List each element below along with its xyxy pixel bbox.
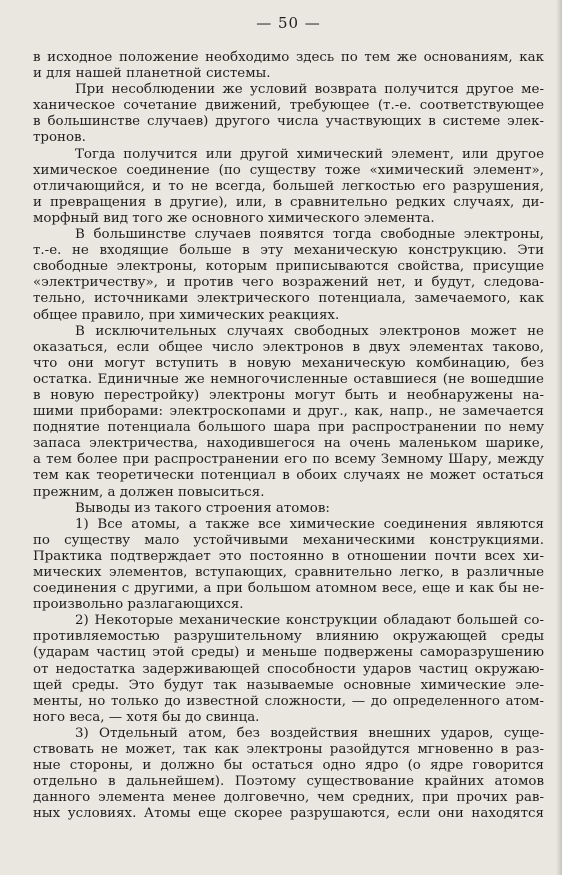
text-line: шими приборами: электроскопами и друг., как, напр., не замечается — [33, 404, 544, 420]
text-line: В исключительных случаях свободных электронов может не — [75, 323, 544, 339]
text-line: (ударам частиц этой среды) и меньше подвержены саморазрушению — [33, 645, 544, 661]
text-line: ханическое сочетание движений, требующее (т.-е. соответствующее — [33, 98, 544, 114]
text-line: щей среды. Это будут так называемые основные химические эле- — [33, 677, 544, 693]
text-line: от недостатка задерживающей способности ударов частиц окружаю- — [33, 661, 544, 677]
text-line: 1) Все атомы, а также все химические соединения являются — [75, 516, 544, 532]
text-line: ные стороны, и должно бы остаться одно ядро (о ядре говорится — [33, 758, 544, 774]
text-line: тронов. — [33, 130, 86, 146]
text-line: произвольно разлагающихся. — [33, 597, 244, 613]
text-line: тельно, источниками электрического потенциала, замечаемого, как — [33, 291, 544, 307]
text-line: и превращения в другие), или, в сравнительно редких случаях, ди- — [33, 194, 544, 210]
text-line: свободные электроны, которым приписываются свойства, присущие — [33, 259, 544, 275]
page-edge-shadow — [556, 0, 562, 875]
text-line: общее правило, при химических реакциях. — [33, 307, 340, 323]
text-line: При несоблюдении же условий возврата получится другое ме- — [75, 82, 544, 98]
text-line: поднятие потенциала большого шара при распространении по нему — [33, 420, 544, 436]
text-line: а тем более при распространении его по всему Земному Шару, между — [33, 452, 544, 468]
text-line: «электричеству», и против чего возражений нет, и будут, следова- — [33, 275, 544, 291]
text-line: запаса электричества, находившегося на очень маленьком шарике, — [33, 436, 544, 452]
text-line: соединения с другими, а при большом атомном весе, еще и как бы не- — [33, 581, 544, 597]
text-line: остатка. Единичные же немногочисленные оставшиеся (не вошедшие — [33, 371, 544, 387]
text-line: прежним, а должен повыситься. — [33, 484, 265, 500]
text-line: оказаться, если общее число электронов в двух элементах таково, — [33, 339, 544, 355]
text-line: ных условиях. Атомы еще скорее разрушаются, если они находятся — [33, 806, 544, 822]
page-number: — 50 — — [256, 14, 321, 32]
text-line: в исходное положение необходимо здесь по тем же основаниям, как — [33, 50, 544, 65]
text-line: в большинстве случаев) другого числа участвующих в системе элек- — [33, 114, 544, 130]
text-line: менты, но только до известной сложности, — до определенного атом- — [33, 693, 544, 709]
text-line: Выводы из такого строения атомов: — [75, 500, 330, 516]
text-line: Тогда получится или другой химический элемент, или другое — [75, 146, 544, 162]
text-line: 3) Отдельный атом, без воздействия внешних ударов, суще- — [75, 725, 544, 741]
text-line: и для нашей планетной системы. — [33, 66, 271, 82]
text-line: ствовать не может, так как электроны разойдутся мгновенно в раз- — [33, 742, 544, 758]
text-line: по существу мало устойчивыми механическими конструкциями. — [33, 532, 544, 548]
text-line: т.-е. не входящие больше в эту механическую конструкцию. Эти — [33, 243, 544, 259]
body-text — [33, 50, 544, 823]
text-line: в новую перестройку) электроны могут быть и необнаружены на- — [33, 387, 544, 403]
text-line: 2) Некоторые механические конструкции обладают большей со- — [75, 613, 544, 629]
text-line: отдельно в дальнейшем). Поэтому существование крайних атомов — [33, 774, 544, 790]
text-line: что они могут вступить в новую механическую комбинацию, без — [33, 355, 544, 371]
text-line: противляемостью разрушительному влиянию окружающей среды — [33, 629, 544, 645]
text-line: морфный вид того же основного химического элемента. — [33, 210, 435, 226]
text-line: ного веса, — хотя бы до свинца. — [33, 709, 260, 725]
text-line: химическое соединение (по существу тоже «химический элемент», — [33, 162, 544, 178]
text-line: тем как теоретически потенциал в обоих случаях не может остаться — [33, 468, 544, 484]
text-line: Практика подтверждает это постоянно в отношении почти всех хи- — [33, 548, 544, 564]
text-line: отличающийся, и то не всегда, большей легкостью его разрушения, — [33, 178, 544, 194]
text-line: данного элемента менее долговечно, чем средних, при прочих рав- — [33, 790, 544, 806]
text-line: В большинстве случаев появятся тогда свободные электроны, — [75, 227, 544, 243]
text-line: мических элементов, вступающих, сравнительно легко, в различные — [33, 565, 544, 580]
